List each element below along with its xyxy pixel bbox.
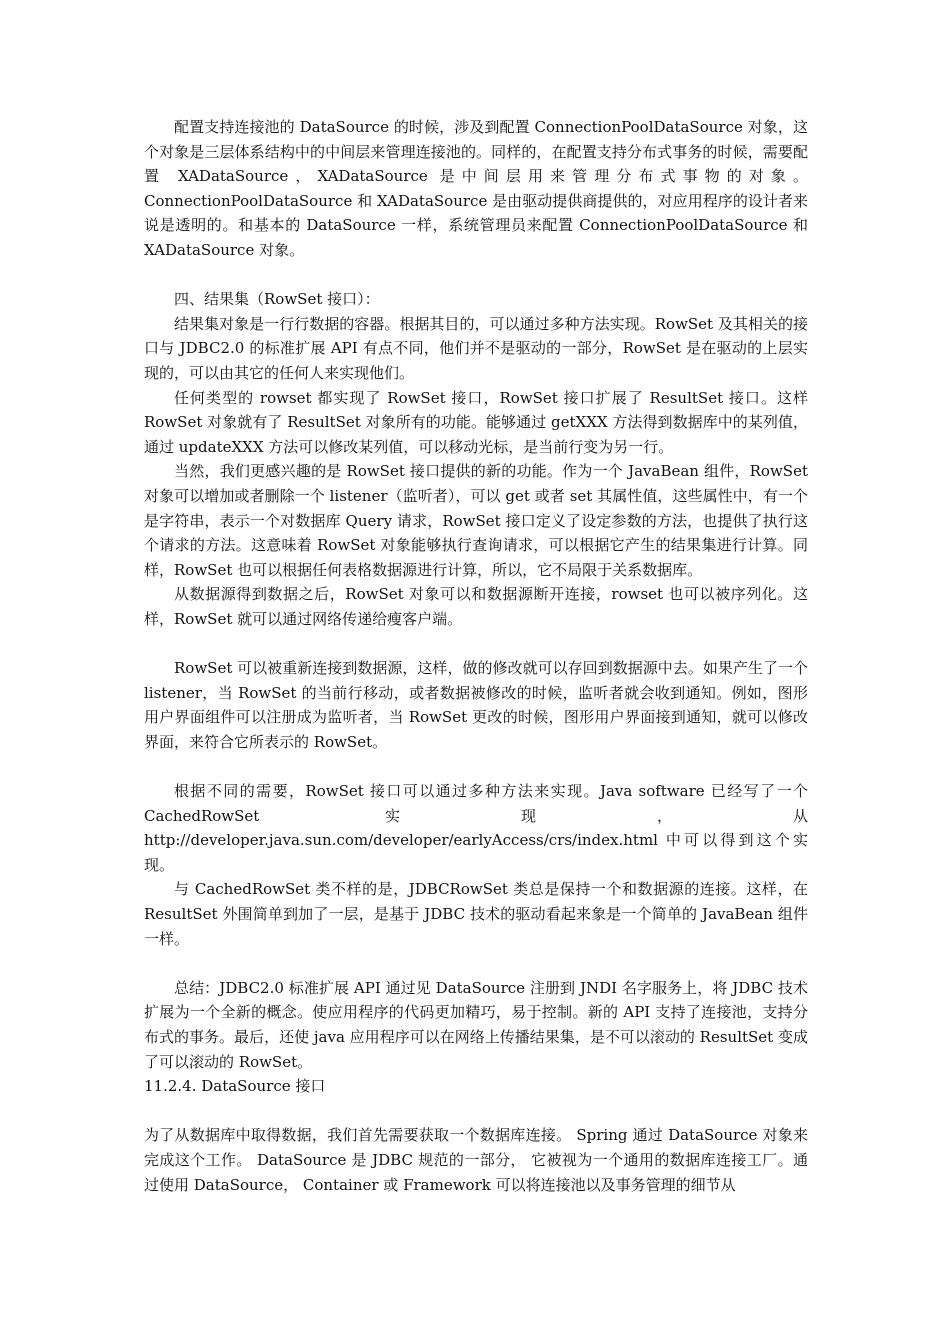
paragraph-rowset-reconnect: RowSet 可以被重新连接到数据源，这样，做的修改就可以存回到数据源中去。如果产生了一个 listener，当 RowSet 的当前行移动，或者数据被修改的时候，监听者就会收到通知。例如，图形用户界面组件可以注册成为监听者，当 RowSet 更改的时候，图形用户界面接到通知，就可以修改界面，来符合它所表示的 RowSet。	[144, 659, 808, 751]
paragraph-summary: 总结：JDBC2.0 标准扩展 API 通过见 DataSource 注册到 JNDI 名字服务上，将 JDBC 技术扩展为一个全新的概念。使应用程序的代码更加精巧，易于控制。新的 API 支持了连接池，支持分布式的事务。最后，还使 java 应用程序可以在网络上传播结果集，是不可以滚动的 ResultSet 变成了可以滚动的 RowSet。	[144, 978, 808, 1071]
paragraph-gap	[144, 754, 808, 779]
paragraph-rowset-disconnect: 从数据源得到数据之后，RowSet 对象可以和数据源断开连接，rowset 也可以被序列化。这样，RowSet 就可以通过网络传递给瘦客户端。	[144, 585, 808, 628]
section-heading-rowset: 四、结果集（RowSet 接口）：	[174, 290, 380, 309]
paragraph-rowset-intro: 结果集对象是一行行数据的容器。根据其目的，可以通过多种方法实现。RowSet 及其相关的接口与 JDBC2.0 的标准扩展 API 有点不同，他们并不是驱动的一部分，RowSet 是在驱动的上层实现的，可以由其它的任何人来实现他们。	[144, 314, 808, 382]
paragraph-gap	[144, 263, 808, 288]
paragraph-cachedrowset: 根据不同的需要，RowSet 接口可以通过多种方法来实现。Java software 已经写了一个 CachedRowSet 实现，从 http://developer.java.sun.com/developer/earlyAccess/crs/index.html 中可以得到这个实现。	[144, 782, 808, 874]
document-page	[144, 115, 808, 1197]
paragraph-gap	[144, 951, 808, 976]
paragraph-gap	[144, 631, 808, 656]
paragraph-datasource-intro: 为了从数据库中取得数据，我们首先需要获取一个数据库连接。 Spring 通过 DataSource 对象来完成这个工作。 DataSource 是 JDBC 规范的一部分， 它被视为一个通用的数据库连接工厂。通过使用 DataSource， Container 或 Framework 可以将连接池以及事务管理的细节从	[144, 1126, 808, 1194]
paragraph-rowset-interface: 任何类型的 rowset 都实现了 RowSet 接口，RowSet 接口扩展了 ResultSet 接口。这样 RowSet 对象就有了 ResultSet 对象所有的功能。能够通过 getXXX 方法得到数据库中的某列值，通过 updateXXX 方法可以修改某列值，可以移动光标，是当前行变为另一行。	[144, 388, 808, 456]
section-heading-datasource: 11.2.4. DataSource 接口	[144, 1077, 326, 1096]
paragraph-connection-pool: 配置支持连接池的 DataSource 的时候，涉及到配置 ConnectionPoolDataSource 对象，这个对象是三层体系结构中的中间层来管理连接池的。同样的，在配置支持分布式事务的时候，需要配置 XADataSource，XADataSource 是中间层用来管理分布式事物的对象。ConnectionPoolDataSource 和 XADataSource 是由驱动提供商提供的，对应用程序的设计者来说是透明的。和基本的 DataSource 一样，系统管理员来配置 ConnectionPoolDataSource 和 XADataSource 对象。	[144, 118, 808, 259]
paragraph-gap	[144, 1099, 808, 1124]
paragraph-rowset-javabean: 当然，我们更感兴趣的是 RowSet 接口提供的新的功能。作为一个 JavaBean 组件，RowSet 对象可以增加或者删除一个 listener（监听者），可以 get 或者 set 其属性值，这些属性中，有一个是字符串，表示一个对数据库 Query 请求，RowSet 接口定义了设定参数的方法，也提供了执行这个请求的方法。这意味着 RowSet 对象能够执行查询请求，可以根据它产生的结果集进行计算。同样，RowSet 也可以根据任何表格数据源进行计算，所以，它不局限于关系数据库。	[144, 462, 808, 579]
paragraph-jdbcrowset: 与 CachedRowSet 类不样的是，JDBCRowSet 类总是保持一个和数据源的连接。这样，在 ResultSet 外围简单到加了一层，是基于 JDBC 技术的驱动看起来象是一个简单的 JavaBean 组件一样。	[144, 880, 808, 948]
